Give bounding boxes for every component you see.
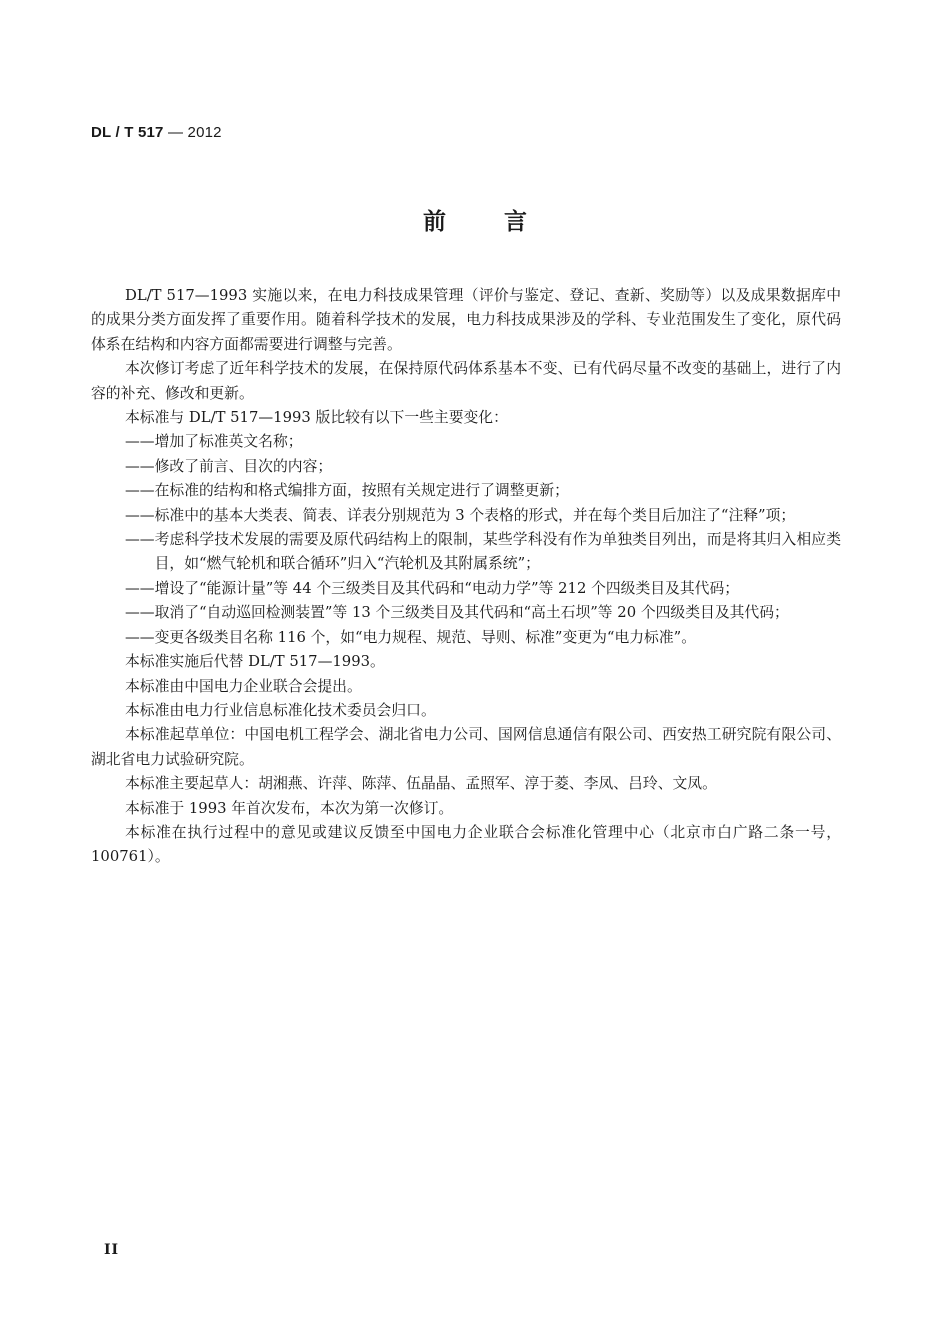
list-dash: —— — [125, 579, 155, 597]
change-item-text: 考虑科学技术发展的需要及原代码结构上的限制，某些学科没有作为单独类目列出，而是将其归入相应类目，如“燃气轮机和联合循环”归入“汽轮机及其附属系统”； — [154, 531, 841, 573]
list-dash: —— — [125, 604, 155, 622]
change-list-item — [91, 601, 841, 625]
page-number: II — [104, 1242, 120, 1258]
closing-paragraph: 本标准由电力行业信息标准化技术委员会归口。 — [125, 701, 436, 719]
list-dash: —— — [125, 433, 155, 451]
change-list-item — [91, 577, 841, 601]
change-item-text: 增设了“能源计量”等 44 个三级类目及其代码和“电动力学”等 212 个四级类目及其代码； — [154, 579, 740, 597]
change-list — [91, 430, 841, 650]
closing-paragraph: 本标准起草单位：中国电机工程学会、湖北省电力公司、国网信息通信有限公司、西安热工研究院有限公司、湖北省电力试验研究院。 — [91, 726, 841, 768]
change-list-item — [91, 479, 841, 503]
foreword-body — [91, 284, 841, 870]
intro-paragraph: 本次修订考虑了近年科学技术的发展，在保持原代码体系基本不变、已有代码尽量不改变的基础上，进行了内容的补充、修改和更新。 — [91, 360, 841, 402]
standard-code-header — [91, 124, 222, 141]
list-dash: —— — [125, 457, 155, 475]
change-item-text: 变更各级类目名称 116 个，如“电力规程、规范、导则、标准”变更为“电力标准”。 — [154, 628, 697, 646]
change-item-text: 在标准的结构和格式编排方面，按照有关规定进行了调整更新； — [154, 482, 569, 500]
change-list-item — [91, 528, 841, 577]
intro-paragraph: DL/T 517—1993 实施以来，在电力科技成果管理（评价与鉴定、登记、查新、奖励等）以及成果数据库中的成果分类方面发挥了重要作用。随着科学技术的发展，电力科技成果涉及的学科、专业范围发生了变化，原代码体系在结构和内容方面都需要进行调整与完善。 — [91, 287, 841, 353]
change-list-item — [91, 626, 841, 650]
change-item-text: 标准中的基本大类表、简表、详表分别规范为 3 个表格的形式，并在每个类目后加注了“注释”项； — [154, 506, 796, 524]
change-list-item — [91, 430, 841, 454]
closing-paragraph: 本标准由中国电力企业联合会提出。 — [125, 677, 362, 695]
list-dash: —— — [125, 482, 155, 500]
closing-paragraph: 本标准实施后代替 DL/T 517—1993。 — [125, 653, 385, 671]
change-list-item — [91, 504, 841, 528]
intro-paragraph: 本标准与 DL/T 517—1993 版比较有以下一些主要变化： — [125, 409, 508, 427]
list-dash: —— — [125, 531, 155, 549]
change-item-text: 修改了前言、目次的内容； — [154, 457, 333, 475]
page-title: 前言 — [423, 209, 585, 235]
standard-year: — 2012 — [167, 124, 222, 141]
standard-code: DL / T 517 — [91, 124, 164, 141]
closing-paragraph: 本标准于 1993 年首次发布，本次为第一次修订。 — [125, 799, 454, 817]
closing-paragraph: 本标准主要起草人：胡湘燕、许萍、陈萍、伍晶晶、孟照军、淳于菱、李凤、吕玲、文凤。 — [125, 775, 717, 793]
change-item-text: 取消了“自动巡回检测装置”等 13 个三级类目及其代码和“高土石坝”等 20 个四级类目及其代码； — [154, 604, 789, 622]
change-item-text: 增加了标准英文名称； — [154, 433, 303, 451]
list-dash: —— — [125, 506, 155, 524]
closing-paragraph: 本标准在执行过程中的意见或建议反馈至中国电力企业联合会标准化管理中心（北京市白广路二条一号，100761）。 — [91, 823, 841, 866]
change-list-item — [91, 455, 841, 479]
list-dash: —— — [125, 628, 155, 646]
